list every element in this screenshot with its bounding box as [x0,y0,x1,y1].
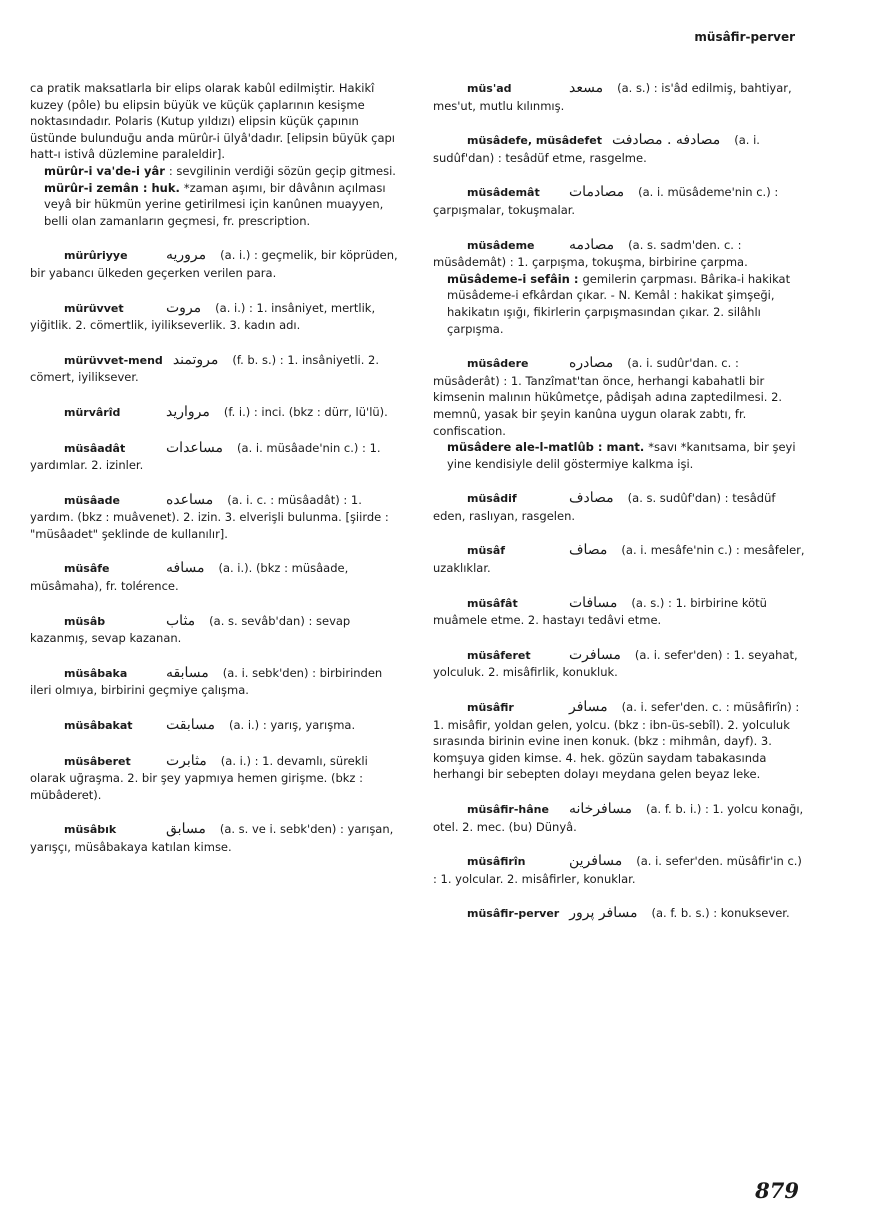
dictionary-entry [433,647,805,681]
definition-text: (a. s. sevâb'dan) : sevap kazanmış, sevap kazanan. [30,613,351,646]
dictionary-entry [433,853,805,887]
definition-text: (f. b. s.) : 1. insâniyetli. 2. cömert, iyiliksever. [30,352,380,385]
sub-entry [433,439,805,472]
dictionary-entry [30,300,406,334]
right-column [433,80,805,923]
sub-headword: müsâdeme-i sefâin : [447,271,583,286]
arabic-script: مصادره [569,355,614,372]
definition-text: (a. i.). (bkz : müsâade, müsâmaha), fr. tolérence. [30,561,349,594]
definition-text: (a. i.) : 1. insâniyet, mertlik, yiğitlik. 2. cömertlik, iyilikseverlik. 3. kadın adı. [30,300,376,333]
dictionary-entry [433,184,805,218]
dictionary-entry [433,132,805,166]
sub-entry [433,271,805,337]
headword: mürvârîd [64,405,121,419]
definition-text: *savı *kanıtsama, bir şeyi yine kendisiyle delil göstermiye kalkma işi. [447,440,796,471]
dictionary-entry [30,492,406,543]
definition-text: (a. i. sudûf'dan) : tesâdüf etme, rasgelme. [433,133,760,165]
definition-text: (a. s.) : 1. birbirine kötü muâmele etme. 2. hastayı tedâvi etme. [433,595,767,628]
arabic-script: مسابق [166,821,206,838]
dictionary-entry [30,753,406,804]
running-header: müsâfir-perver [694,30,795,44]
definition-text: : sevgilinin verdiği sözün geçip gitmesi. [168,163,396,178]
arabic-script: مسافات [569,594,618,611]
definition-text: (a. i. sefer'den) : 1. seyahat, yolculuk. 2. misâfirlik, konukluk. [433,647,798,680]
definition-text: (a. i. c. : müsâadât) : 1. yardım. (bkz : muâvenet). 2. izin. 3. elverişli bulunma. [şiirde : "müsâadet" şeklinde de kullanılır]. [30,492,389,541]
dictionary-entry [433,801,805,835]
headword: müsâb [64,614,106,628]
headword: müsâfir-perver [467,907,560,921]
headword: müsâferet [467,648,531,662]
arabic-script: مصاف [569,542,608,559]
headword: müsâfir-hâne [467,803,549,816]
arabic-script: مسابقه [166,664,209,681]
headword: müsâadât [64,441,126,455]
entry-continuation [30,80,406,163]
headword: müsâberet [64,754,131,768]
dictionary-entry [30,404,406,422]
dictionary-entry [433,905,805,923]
definition-text: (a. i.) : geçmelik, bir köprüden, bir yabancı ülkeden geçerken verilen para. [30,248,398,280]
page-number: 879 [755,1178,799,1203]
arabic-script: مساعده [166,491,214,508]
arabic-script: مسابقت [166,717,215,734]
arabic-script: مساعدات [166,439,224,456]
arabic-script: مصادمه [569,236,615,253]
definition-text: (a. i.) : 1. devamlı, sürekli olarak uğraşma. 2. bir şey yapmıya hemen girişme. (bkz : mübâderet). [30,753,368,802]
headword: müsâbaka [64,666,128,680]
arabic-script: مسافرت [569,646,621,663]
dictionary-entry [433,237,805,271]
definition-text: (a. s.) : is'âd edilmiş, bahtiyar, mes'ut, mutlu kılınmış. [433,81,792,113]
definition-text: (a. i. sefer'den. c. : müsâfirîn) : 1. misâfir, yoldan gelen, yolcu. (bkz : ibn-üs-sebîl). 2. yolculuk sırasında birinin evine inen konuk. (bkz : mihmân, dayf). 3. komşuya giden kimse. 4. hek. gözün saydam tabakasında herhangi bir sebepten dolayı meydana gelen beyaz leke. [433,700,800,782]
dictionary-entry [433,542,805,576]
definition-text: (a. s. sudûf'dan) : tesâdüf eden, raslıyan, rasgelen. [433,491,776,523]
headword: müsâfe [64,562,110,576]
dictionary-entry [30,352,406,386]
dictionary-entry [433,490,805,524]
arabic-script: مصادفه . مصادفت [611,132,721,149]
arabic-script: مسافر [569,699,608,716]
arabic-script: مصادمات [569,184,625,201]
headword: müsâf [467,544,506,558]
arabic-script: مثابرت [166,752,207,769]
dictionary-entry [433,355,805,439]
dictionary-entry [30,560,406,594]
headword: müsâdere [467,357,529,371]
definition-text: (a. f. b. s.) : konuksever. [651,906,790,921]
headword: müsâdefe, müsâdefet [467,134,602,148]
dictionary-entry [433,595,805,629]
dictionary-entry [433,699,805,783]
headword: mürüvvet-mend [64,353,163,367]
arabic-script: مروت [166,299,202,316]
definition-text: (a. s. ve i. sebk'den) : yarışan, yarışçı, müsâbakaya katılan kimse. [30,822,394,854]
dictionary-entry [433,80,805,114]
dictionary-entry [30,440,406,474]
headword: müsâbakat [64,719,133,733]
headword: müsâdemât [467,186,540,200]
arabic-script: مثاب [166,612,196,629]
headword: müsâfirîn [467,855,526,869]
arabic-script: مصادف [569,490,614,507]
headword: mürûriyye [64,249,128,263]
arabic-script: مسافر پرور [569,905,638,922]
definition-text: (a. f. b. i.) : 1. yolcu konağı, otel. 2. mec. (bu) Dünyâ. [433,802,804,834]
sub-entry [30,163,406,180]
headword: müsâfât [467,596,518,610]
definition-text: (a. i. sudûr'dan. c. : müsâderât) : 1. Tanzîmat'tan önce, herhangi kabahatli bir kimsenin malının hükûmetçe, pâdişah adına zaptedilmesi. 2. memnû, yasak bir şeyin kanûna uygun olarak zabtı, fr. confiscation. [433,356,783,438]
arabic-script: مسافرخانه [569,801,632,817]
definition-text: *zaman aşımı, bir dâvânın açılması veyâ bir hükmün yerine getirilmesi için kanûnen muayyen, belli olan zamanların geçmesi, fr. prescription. [44,180,386,228]
sub-headword: müsâdere ale-l-matlûb : mant. [447,440,649,455]
arabic-script: مروريه [166,247,207,264]
headword: müsâade [64,493,121,507]
sub-headword: mürûr-i zemân : huk. [44,180,184,195]
dictionary-entry [30,665,406,699]
sub-headword: mürûr-i va'de-i yâr [44,163,169,178]
headword: mürüvvet [64,301,124,315]
headword: müsâfir [467,701,514,715]
headword: müsâdif [467,492,517,506]
definition-text: (f. i.) : inci. (bkz : dürr, lü'lü). [223,404,388,419]
dictionary-entry [30,717,406,735]
definition-text: gemilerin çarpması. Bârika-i hakikat müsâdeme-i efkârdan çıkar. - N. Kemâl : hakikat şimşeği, hakikatın ışığı, fikirlerin çarpışmasından çıkar. 2. silâhlı çarpışma. [447,271,791,336]
headword: müs'ad [467,82,512,95]
definition-text: (a. s. sadm'den. c. : müsâdemât) : 1. çarpışma, tokuşma, birbirine çarpma. [433,237,748,270]
arabic-script: مرواريد [166,403,210,420]
definition-text: (a. i. mesâfe'nin c.) : mesâfeler, uzaklıklar. [433,543,805,576]
definition-text: (a. i. müsâdeme'nin c.) : çarpışmalar, tokuşmalar. [433,185,779,217]
dictionary-entry [30,821,406,855]
headword: müsâdeme [467,238,535,252]
definition-text: (a. i. sefer'den. müsâfir'in c.) : 1. yolcular. 2. misâfirler, konuklar. [433,854,802,886]
arabic-script: مسافه [166,560,205,577]
dictionary-entry [30,613,406,647]
definition-text: (a. i. sebk'den) : birbirinden ileri olmıya, birbirini geçmiye çalışma. [30,665,383,698]
arabic-script: مسافرين [569,853,623,870]
headword: müsâbık [64,823,117,837]
arabic-script: مسعد [569,80,604,96]
left-column [30,80,406,856]
dictionary-entry [30,247,406,281]
definition-text: ca pratik maksatlarla bir elips olarak kabûl edilmiştir. Hakikî kuzey (pôle) bu elipsin büyük ve küçük çaplarının kesişme noktasındadır. Polaris (Kutup yıldızı) elipsin küçük çapının üstünde bulunduğu anda mürûr-i ülyâ'dadır. [elipsin büyük çapı hatt-ı istivâ düzlemine paraleldir]. [30,81,395,162]
sub-entry [30,180,406,230]
definition-text: (a. i. müsâade'nin c.) : 1. yardımlar. 2. izinler. [30,440,381,473]
definition-text: (a. i.) : yarış, yarışma. [228,718,356,733]
arabic-script: مروتمند [172,351,219,368]
